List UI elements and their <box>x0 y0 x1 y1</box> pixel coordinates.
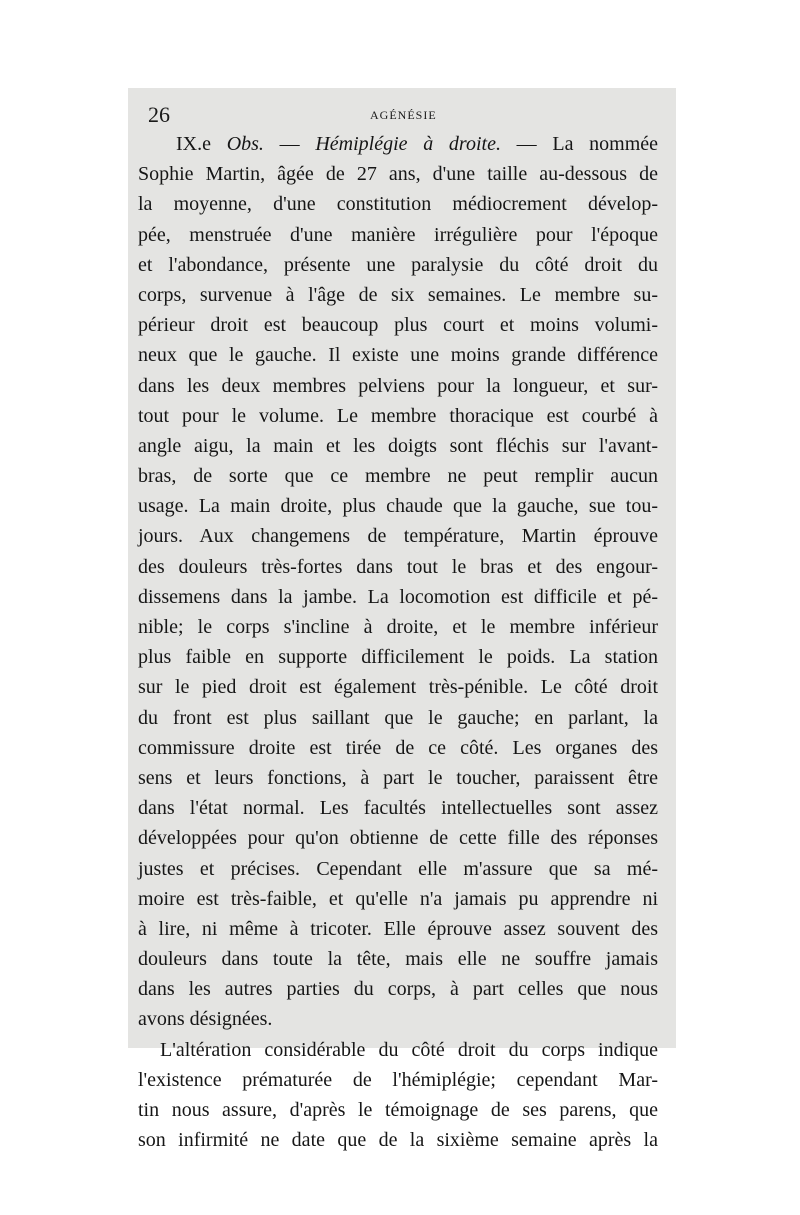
body-text <box>138 129 658 1155</box>
heading-continuation: — La nommée <box>516 133 659 155</box>
text-line: sens et leurs fonctions, à part le toucher, paraissent être <box>138 766 658 789</box>
text-line: des douleurs très-fortes dans tout le bras et des engour- <box>138 555 658 578</box>
text-line: et l'abondance, présente une paralysie du côté droit du <box>138 253 658 276</box>
text-line: jours. Aux changemens de température, Martin éprouve <box>138 525 658 548</box>
text-line: nible; le corps s'incline à droite, et le membre inférieur <box>138 616 658 638</box>
text-line: son infirmité ne date que de la sixième semaine après la <box>138 1129 658 1152</box>
text-line: l'existence prématurée de l'hémiplégie; cependant Mar- <box>138 1068 658 1091</box>
text-line: commissure droite est tirée de ce côté. Les organes des <box>138 736 658 759</box>
text-line: bras, de sorte que ce membre ne peut remplir aucun <box>138 465 658 488</box>
text-line: neux que le gauche. Il existe une moins grande différence <box>138 344 658 367</box>
observation-number: IX.e <box>176 133 211 155</box>
text-line: du front est plus saillant que le gauche; en parlant, la <box>138 706 658 729</box>
text-line: angle aigu, la main et les doigts sont fléchis sur l'avant- <box>138 434 658 457</box>
observation-heading-line <box>138 129 658 159</box>
text-line: plus faible en supporte difficilement le poids. La station <box>138 646 658 669</box>
page-header <box>148 100 660 130</box>
text-line: sur le pied droit est également très-pénible. Le côté droit <box>138 676 658 699</box>
text-line: à lire, ni même à tricoter. Elle éprouve assez souvent des <box>138 917 658 940</box>
text-line: tin nous assure, d'après le témoignage de ses parens, que <box>138 1099 658 1121</box>
text-line: dans les deux membres pelviens pour la longueur, et sur- <box>138 374 658 397</box>
text-line: corps, survenue à l'âge de six semaines. Le membre su- <box>138 283 658 306</box>
paragraph-end-line: avons désignées. <box>138 1008 273 1031</box>
text-line: périeur droit est beaucoup plus court et moins volumi- <box>138 314 658 337</box>
text-line: tout pour le volume. Le membre thoracique est courbé à <box>138 404 658 427</box>
text-line: justes et précises. Cependant elle m'assure que sa mé- <box>138 857 658 880</box>
text-line: moire est très-faible, et qu'elle n'a jamais pu apprendre ni <box>138 887 658 910</box>
paragraph-start-line: L'altération considérable du côté droit du corps indique <box>160 1038 658 1061</box>
heading-dash: — <box>279 133 300 155</box>
running-head: AGÉNÉSIE <box>370 108 437 122</box>
text-line: pée, menstruée d'une manière irrégulière pour l'époque <box>138 223 658 246</box>
text-line: dans les autres parties du corps, à part celles que nous <box>138 978 658 1001</box>
observation-abbrev: Obs. <box>226 133 264 155</box>
text-line: douleurs dans toute la tête, mais elle ne souffre jamais <box>138 948 658 971</box>
text-line: dissemens dans la jambe. La locomotion est difficile et pé- <box>138 585 658 608</box>
text-line: la moyenne, d'une constitution médiocrement dévelop- <box>138 193 658 216</box>
text-line: dans l'état normal. Les facultés intellectuelles sont assez <box>138 797 658 820</box>
page-number: 26 <box>148 102 170 127</box>
text-line: usage. La main droite, plus chaude que la gauche, sue tou- <box>138 495 658 518</box>
text-line: Sophie Martin, âgée de 27 ans, d'une taille au-dessous de <box>138 163 658 186</box>
text-line: développées pour qu'on obtienne de cette fille des réponses <box>138 827 658 850</box>
observation-title: Hémiplégie à droite. <box>315 133 501 155</box>
